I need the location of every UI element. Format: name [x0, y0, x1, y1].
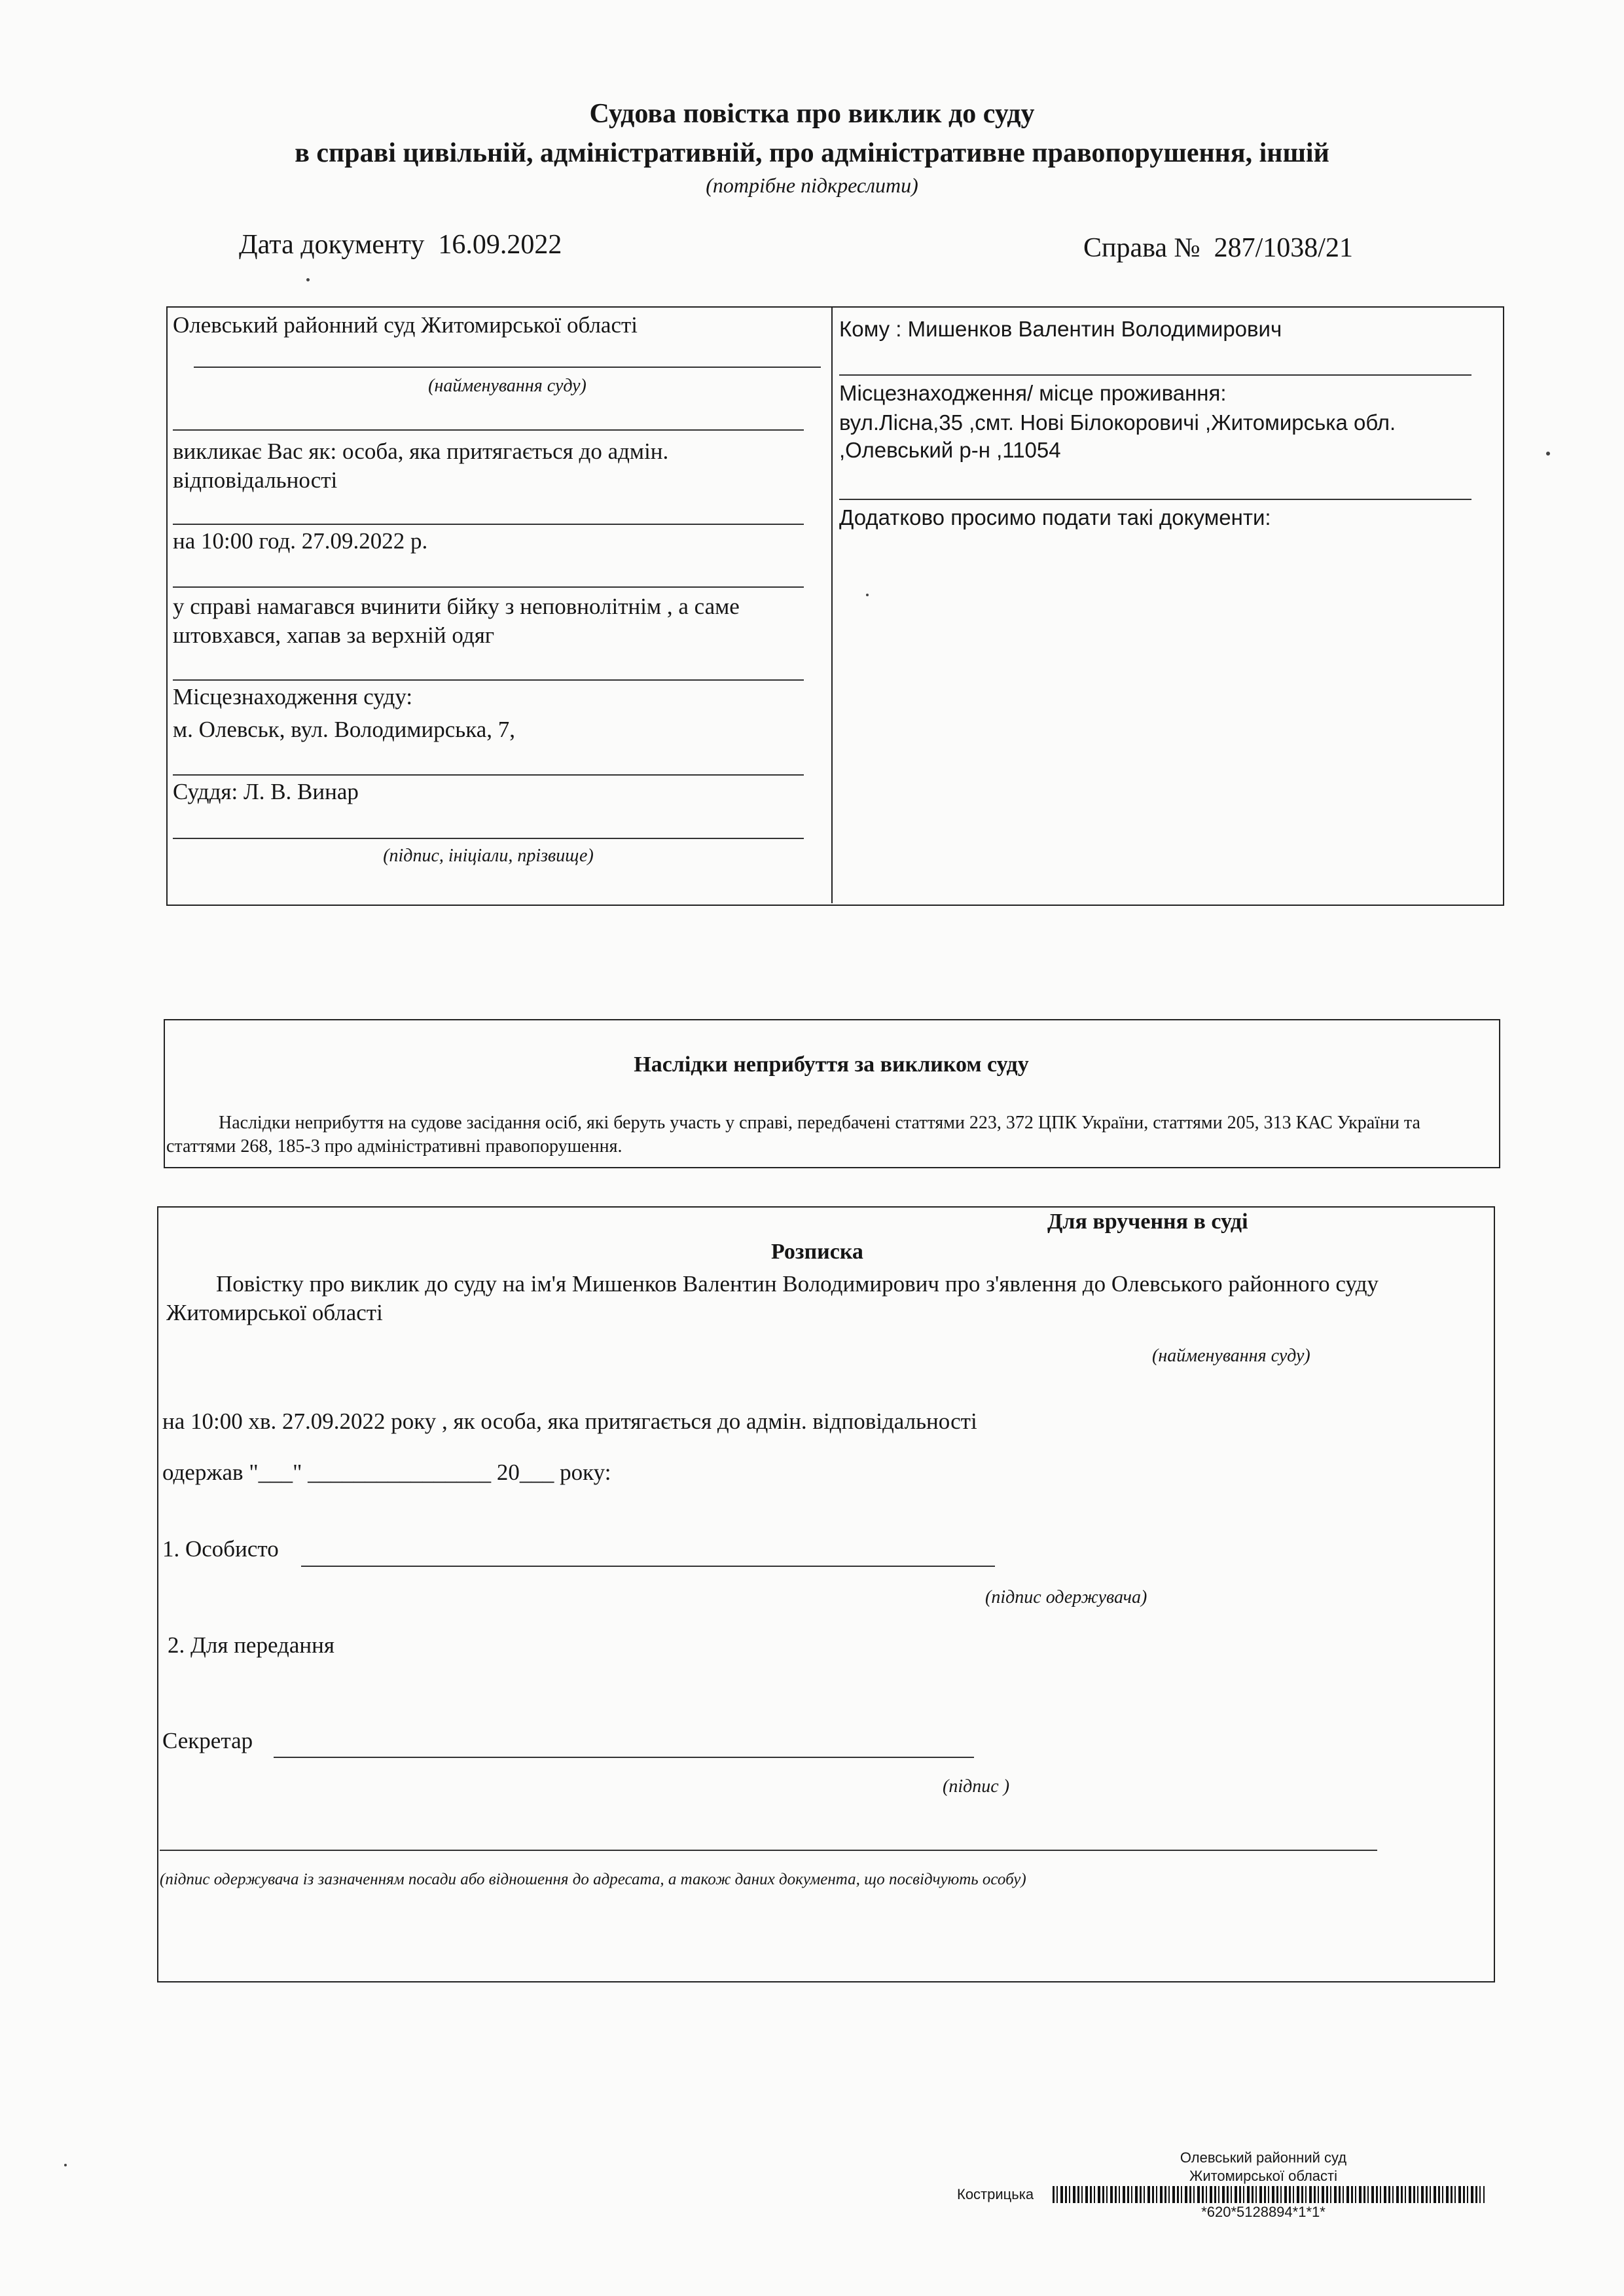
document-date-label: Дата документу — [239, 230, 425, 260]
secretary-signature-caption: (підпис ) — [943, 1776, 1010, 1797]
recipient-id-line — [160, 1850, 1377, 1851]
for-court-delivery: Для вручення в суді — [1047, 1210, 1248, 1234]
receipt-time-line: на 10:00 хв. 27.09.2022 року , як особа, яка притягається до адмін. відповідальності — [162, 1408, 977, 1434]
consequences-text: Наслідки неприбуття на судове засідання осіб, які беруть участь у справі, передбачені статтями 223, 372 ЦПК України, статтями 205, 313 КАС України та статтями 268, 185-3 про адміністративні правопорушення. — [166, 1113, 1420, 1157]
underline-note: (потрібне підкреслити) — [706, 173, 918, 197]
rule — [194, 367, 821, 368]
footer-court-line2: Житомирської області — [1189, 2168, 1337, 2184]
personally-label: 1. Особисто — [162, 1536, 279, 1562]
barcode — [1053, 2186, 1485, 2203]
rule — [173, 586, 804, 588]
document-date-value: 16.09.2022 — [438, 230, 562, 260]
consequences-title: Наслідки неприбуття за викликом суду — [634, 1052, 1029, 1077]
court-location-label: Місцезнаходження суду: — [173, 684, 413, 709]
court-location: м. Олевськ, вул. Володимирська, 7, — [173, 717, 516, 742]
document-date — [239, 229, 562, 260]
rule — [173, 774, 804, 776]
rule — [839, 499, 1471, 500]
additional-documents: Додатково просимо подати такі документи: — [839, 505, 1271, 529]
scan-speck — [1546, 452, 1550, 456]
scan-speck — [866, 594, 869, 596]
receipt-body: Повістку про виклик до суду на ім'я Мишенков Валентин Володимирович про з'явлення до Олевського районного суду Житомирської області — [166, 1271, 1379, 1325]
scan-speck — [64, 2164, 67, 2166]
court-caption: (найменування суду) — [428, 376, 586, 396]
received-line: одержав "___" ________________ 20___ року: — [162, 1460, 611, 1485]
rule — [173, 524, 804, 525]
secretary-label: Секретар — [162, 1728, 253, 1753]
signature-caption: (підпис, ініціали, прізвище) — [383, 846, 594, 866]
barcode-text: *620*5128894*1*1* — [1201, 2204, 1326, 2220]
summons-title: Судова повістка про виклик до суду — [589, 99, 1035, 129]
summons-subtitle: в справі цивільній, адміністративній, про адміністративне правопорушення, іншій — [295, 138, 1329, 168]
residence-address: вул.Лісна,35 ,смт. Нові Білокоровичі ,Житомирська обл. ,Олевський р-н ,11054 — [839, 410, 1396, 462]
receipt-court-caption: (найменування суду) — [1152, 1346, 1310, 1366]
personal-signature-line — [301, 1566, 995, 1567]
for-transfer-label: 2. Для передання — [168, 1632, 334, 1658]
rule — [173, 429, 804, 431]
receipt-title: Розписка — [771, 1240, 863, 1264]
judge: Суддя: Л. В. Винар — [173, 779, 359, 804]
summons-role: викликає Вас як: особа, яка притягається до адмін. відповідальності — [173, 439, 669, 493]
court-name: Олевський районний суд Житомирської області — [173, 312, 638, 338]
recipient-signature-caption: (підпис одержувача) — [985, 1587, 1147, 1607]
secretary-signature-line — [274, 1757, 974, 1758]
scan-speck — [306, 278, 310, 281]
clerk-name: Кострицька — [957, 2186, 1034, 2202]
table-divider — [831, 308, 833, 903]
case-number — [1083, 232, 1353, 264]
case-number-value: 287/1038/21 — [1214, 233, 1353, 263]
residence-label: Місцезнаходження/ місце проживання: — [839, 381, 1227, 405]
rule — [173, 679, 804, 681]
recipient-id-caption: (підпис одержувача із зазначенням посади або відношення до адресата, а також даних документа, що посвідчують особу) — [160, 1871, 1026, 1888]
hearing-time: на 10:00 год. 27.09.2022 р. — [173, 528, 428, 554]
rule — [173, 838, 804, 839]
rule — [839, 374, 1471, 376]
recipient: Кому : Мишенков Валентин Володимирович — [839, 317, 1282, 341]
footer-court-line1: Олевський районний суд — [1180, 2149, 1347, 2166]
case-matter: у справі намагався вчинити бійку з неповнолітнім , а саме штовхався, хапав за верхній одяг — [173, 594, 740, 648]
case-number-label: Справа № — [1083, 233, 1200, 263]
